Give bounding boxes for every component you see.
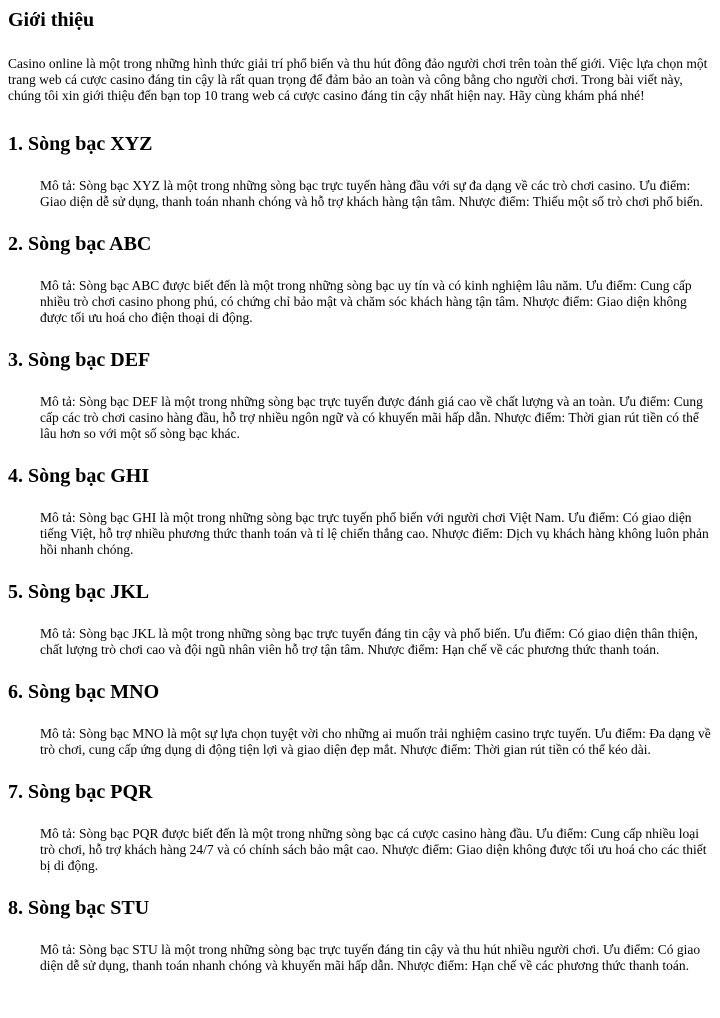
intro-text: Casino online là một trong những hình thức giải trí phổ biến và thu hút đông đảo người chơi trên toàn thế giới. Việc lựa chọn một trang web cá cược casino đáng tin cậy là rất quan trọng để đảm bảo an toàn và công bằng cho người chơi. Trong bài viết này, chúng tôi xin giới thiệu đến bạn top 10 trang web cá cược casino đáng tin cậy nhất hiện nay. Hãy cùng khám phá nhé!: [8, 56, 708, 103]
section-heading: 1. Sòng bạc XYZ: [8, 133, 153, 155]
section-7: [8, 780, 712, 874]
section-8: [8, 896, 712, 974]
section-description: Mô tả: Sòng bạc GHI là một trong những sòng bạc trực tuyến phổ biến với người chơi Việt Nam. Ưu điểm: Có giao diện tiếng Việt, hỗ trợ nhiều phương thức thanh toán và tỉ lệ chiến thắng cao. Nhược điểm: Dịch vụ khách hàng không luôn phản hồi nhanh chóng.: [40, 510, 709, 557]
section-heading: 2. Sòng bạc ABC: [8, 233, 152, 255]
section-1: [8, 132, 712, 210]
section-description: Mô tả: Sòng bạc PQR được biết đến là một trong những sòng bạc cá cược casino hàng đầu. Ưu điểm: Cung cấp nhiều loại trò chơi, hỗ trợ khách hàng 24/7 và có chính sách bảo mật cao. Nhược điểm: Giao diện không được tối ưu hoá cho các thiết bị di động.: [40, 826, 707, 873]
section-heading: 5. Sòng bạc JKL: [8, 581, 150, 603]
section-description: Mô tả: Sòng bạc DEF là một trong những sòng bạc trực tuyến được đánh giá cao về chất lượng và an toàn. Ưu điểm: Cung cấp các trò chơi casino hàng đầu, hỗ trợ nhiều ngôn ngữ và có khuyến mãi hấp dẫn. Nhược điểm: Thời gian rút tiền có thể lâu hơn so với một số sòng bạc khác.: [40, 394, 703, 441]
section-3: [8, 348, 712, 442]
section-5: [8, 580, 712, 658]
section-heading: 3. Sòng bạc DEF: [8, 349, 151, 371]
section-description: Mô tả: Sòng bạc JKL là một trong những sòng bạc trực tuyến đáng tin cậy và phổ biến. Ưu điểm: Có giao diện thân thiện, chất lượng trò chơi cao và đội ngũ nhân viên hỗ trợ tận tâm. Nhược điểm: Hạn chế về các phương thức thanh toán.: [40, 626, 698, 657]
section-6: [8, 680, 712, 758]
section-2: [8, 232, 712, 326]
section-4: [8, 464, 712, 558]
section-heading: 7. Sòng bạc PQR: [8, 781, 153, 803]
section-heading: 8. Sòng bạc STU: [8, 897, 150, 919]
section-description: Mô tả: Sòng bạc XYZ là một trong những sòng bạc trực tuyến hàng đầu với sự đa dạng về các trò chơi casino. Ưu điểm: Giao diện dễ sử dụng, thanh toán nhanh chóng và hỗ trợ khách hàng tận tâm. Nhược điểm: Thiếu một số trò chơi phổ biến.: [40, 178, 704, 209]
section-description: Mô tả: Sòng bạc STU là một trong những sòng bạc trực tuyến đáng tin cậy và thu hút nhiều người chơi. Ưu điểm: Có giao diện dễ sử dụng, thanh toán nhanh chóng và khuyến mãi hấp dẫn. Nhược điểm: Hạn chế về các phương thức thanh toán.: [40, 942, 701, 973]
intro-title: Giới thiệu: [8, 9, 95, 31]
section-heading: 6. Sòng bạc MNO: [8, 681, 160, 703]
section-heading: 4. Sòng bạc GHI: [8, 465, 150, 487]
section-description: Mô tả: Sòng bạc ABC được biết đến là một trong những sòng bạc uy tín và có kinh nghiệm lâu năm. Ưu điểm: Cung cấp nhiều trò chơi casino phong phú, có chứng chỉ bảo mật và chăm sóc khách hàng tận tâm. Nhược điểm: Giao diện không được tối ưu hoá cho điện thoại di động.: [40, 278, 692, 325]
section-description: Mô tả: Sòng bạc MNO là một sự lựa chọn tuyệt vời cho những ai muốn trải nghiệm casino trực tuyến. Ưu điểm: Đa dạng về trò chơi, cung cấp ứng dụng di động tiện lợi và giao diện đẹp mắt. Nhược điểm: Thời gian rút tiền có thể kéo dài.: [40, 726, 711, 757]
